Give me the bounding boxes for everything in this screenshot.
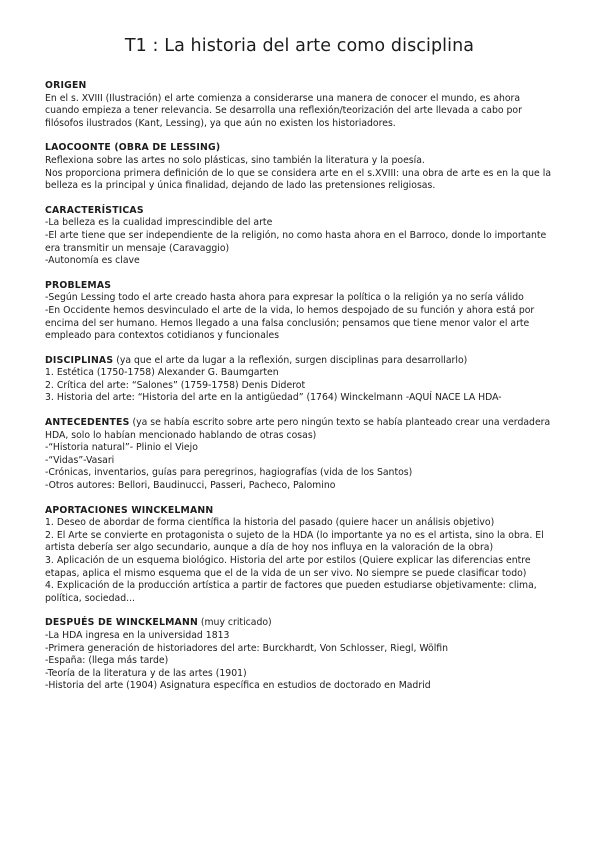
list-item: -Teoría de la literatura y de las artes (1901) [45,667,247,679]
paragraph: Reflexiona sobre las artes no solo plásticas, sino también la literatura y la poesía. [45,154,425,166]
list-item: 3. Historia del arte: “Historia del arte en la antigüedad” (1764) Winckelmann -AQUÍ NACE LA HDA- [45,392,502,404]
section-aportaciones [45,505,554,606]
list-item: 2. Crítica del arte: “Salones” (1759-1758) Denis Diderot [45,379,306,391]
list-item: -La HDA ingresa en la universidad 1813 [45,629,230,641]
section-origen [45,80,554,130]
section-antecedentes [45,417,554,493]
section-heading-note: (ya se había escrito sobre arte pero ningún texto se había planteado crear una verdadera HDA, solo lo habían mencionado hablando de otras cosas) [45,417,551,441]
section-heading-label: DISCIPLINAS [45,354,114,366]
section-caracteristicas [45,205,554,268]
section-heading [45,617,554,630]
section-despues [45,617,554,693]
section-heading [45,417,554,442]
list-item: 4. Explicación de la producción artística a partir de factores que pueden estudiarse objetivamente: clima, política, sociedad... [45,580,540,604]
page-title: T1 : La historia del arte como disciplina [124,36,475,56]
paragraph: En el s. XVIII (Ilustración) el arte comienza a considerarse una manera de conocer el mundo, es ahora cuando empieza a tener relevancia. Se desarrolla una reflexión/teorización del arte llevada a cabo por filósofos ilustrados (Kant, Lessing), ya que aún no existen los historiadores. [45,92,525,129]
list-item: 1. Deseo de abordar de forma científica la historia del pasado (quiere hacer un análisis objetivo) [45,517,495,529]
list-item: -Primera generación de historiadores del arte: Burckhardt, Von Schlosser, Riegl, Wölfin [45,642,449,654]
section-problemas [45,280,554,343]
list-item: -El arte tiene que ser independiente de la religión, no como hasta ahora en el Barroco, donde lo importante era transmitir un mensaje (Caravaggio) [45,229,550,254]
section-heading: PROBLEMAS [45,279,112,291]
section-heading: APORTACIONES WINCKELMANN [45,504,214,516]
section-disciplinas [45,355,554,405]
list-item: -España: (llega más tarde) [45,655,169,667]
paragraph: Nos proporciona primera definición de lo que se considera arte en el s.XVIII: una obra de arte es en la que la belleza es la principal y única finalidad, dejando de lado las pretensiones religiosas. [45,167,554,192]
list-item: -Crónicas, inventarios, guías para peregrinos, hagiografías (vida de los Santos) [45,467,413,479]
section-heading: CARACTERÍSTICAS [45,204,144,216]
section-heading-label: ANTECEDENTES [45,417,130,429]
section-laocoonte [45,142,554,192]
section-heading-label: DESPUÉS DE WINCKELMANN [45,617,198,629]
list-item: 1. Estética (1750-1758) Alexander G. Baumgarten [45,367,279,379]
list-item: -Historia del arte (1904) Asignatura específica en estudios de doctorado en Madrid [45,680,431,692]
list-item: -Autonomía es clave [45,255,140,267]
list-item: -Otros autores: Bellori, Baudinucci, Passeri, Pacheco, Palomino [45,480,336,492]
list-item: -“Historia natural”- Plinio el Viejo [45,442,198,454]
list-item: 2. El Arte se convierte en protagonista o sujeto de la HDA (lo importante ya no es el artista, sino la obra. El artista debería ser algo secundario, aunque a día de hoy nos influya en la valoración de la obra) [45,529,547,554]
list-item: -En Occidente hemos desvinculado el arte de la vida, lo hemos despojado de su función y ahora está por encima del ser humano. Hemos llegado a una falsa conclusión; pensamos que tiene menor valor el arte empleado para contextos cotidianos y funcionales [45,304,538,342]
section-heading: LAOCOONTE (OBRA DE LESSING) [45,142,221,154]
list-item: -“Vidas”-Vasari [45,454,115,466]
section-heading-note: (ya que el arte da lugar a la reflexión, surgen disciplinas para desarrollarlo) [113,354,468,366]
list-item: 3. Aplicación de un esquema biológico. Historia del arte por estilos (Quiere explicar las diferencias entre etapas, aplica el mismo esquema que el de la vida de un ser vivo. No siempre se puede clasificar todo) [45,555,534,579]
section-heading: ORIGEN [45,80,87,91]
section-heading-note: (muy criticado) [197,617,272,629]
section-heading [45,355,554,368]
list-item: -Según Lessing todo el arte creado hasta ahora para expresar la política o la religión ya no sería válido [45,292,524,304]
list-item: -La belleza es la cualidad imprescindible del arte [45,217,273,229]
